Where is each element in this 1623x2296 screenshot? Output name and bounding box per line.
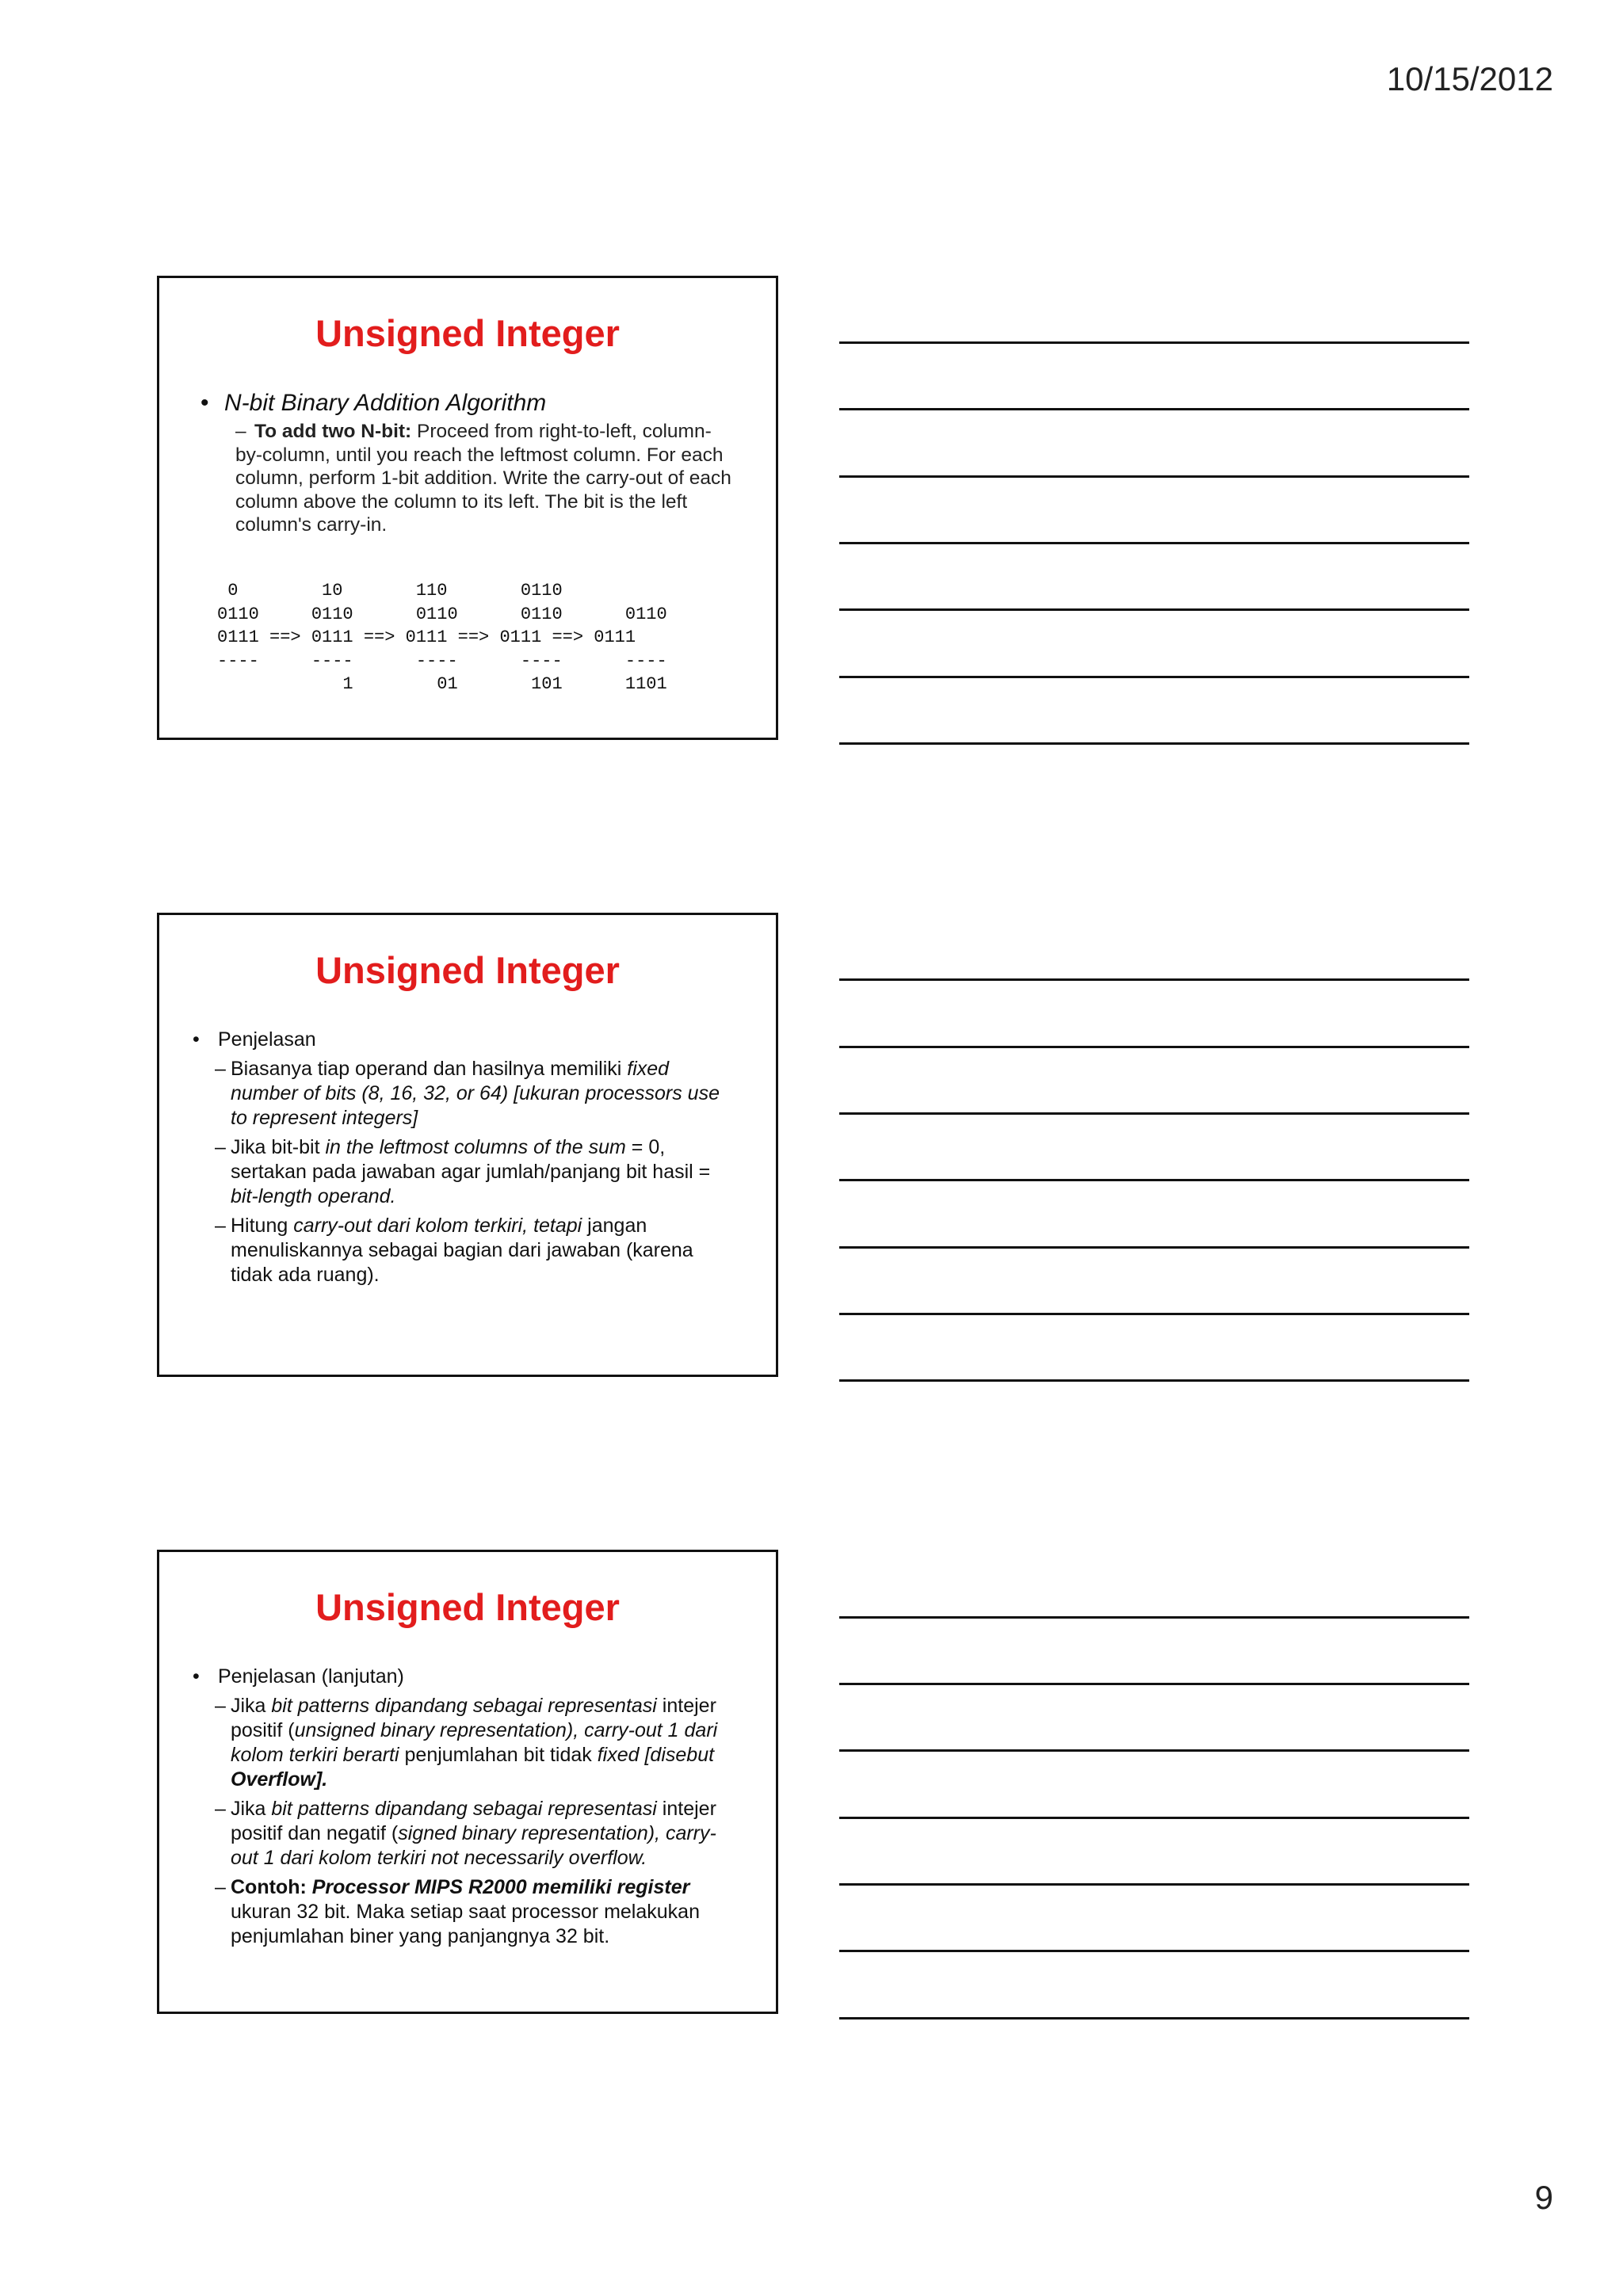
text-span: Contoh: (231, 1876, 312, 1898)
dash-icon: – (215, 1215, 226, 1237)
note-line (839, 676, 1469, 678)
text-span: Processor MIPS R2000 memiliki register (311, 1876, 690, 1898)
sub-text: Proceed from right-to-left, column-by-column, until you reach the leftmost column. For each column, perform 1-bit addition. Write the carry-out of each column above the column to its left. The bit is the left column's carry-in. (235, 421, 731, 536)
dash-icon: – (215, 1798, 226, 1820)
slide-3 (157, 1550, 778, 2014)
note-line (839, 742, 1469, 745)
bullet-text: Penjelasan (218, 1028, 316, 1051)
bullet-dot-icon: • (200, 390, 209, 416)
dash-icon: – (235, 421, 246, 442)
bullet-item (193, 1665, 738, 1689)
dash-item-3 (193, 1214, 738, 1287)
note-line (839, 1179, 1469, 1181)
note-line (839, 1616, 1469, 1619)
sub-item (235, 420, 735, 537)
note-line (839, 542, 1469, 544)
dash-item-2 (193, 1135, 738, 1209)
text-span: Jika bit-bit (231, 1136, 326, 1158)
text-span: bit patterns dipandang sebagai representasi (271, 1695, 657, 1717)
text-span: Hitung (231, 1215, 294, 1237)
text-span: bit patterns dipandang sebagai representasi (271, 1798, 657, 1820)
note-line (839, 1046, 1469, 1048)
note-line (839, 1112, 1469, 1115)
note-line (839, 2017, 1469, 2019)
slide-title: Unsigned Integer (315, 1586, 620, 1628)
note-line (839, 608, 1469, 611)
note-line (839, 1950, 1469, 1952)
bullet-text: Penjelasan (lanjutan) (218, 1665, 404, 1688)
text-span: jangan menuliskannya sebagai bagian dari jawaban (karena tidak ada ruang). (231, 1215, 693, 1286)
text-span: Overflow]. (231, 1768, 328, 1791)
note-line (839, 1883, 1469, 1886)
note-line (839, 978, 1469, 981)
text-span: = 0, sertakan pada jawaban agar jumlah/panjang bit hasil = (231, 1136, 711, 1183)
bullet-text: N-bit Binary Addition Algorithm (224, 390, 547, 416)
slide-title: Unsigned Integer (315, 949, 620, 991)
text-span: intejer positif dan negatif ( (231, 1798, 716, 1844)
text-span: Jika (231, 1695, 272, 1717)
text-span: fixed number of bits (8, 16, 32, or 64) [ukuran processors use to represent integers] (231, 1058, 720, 1129)
note-line (839, 1313, 1469, 1315)
dash-icon: – (215, 1876, 226, 1898)
bullet-dot-icon: • (193, 1028, 200, 1051)
note-line (839, 1683, 1469, 1685)
note-line (839, 341, 1469, 344)
binary-addition-example: 0 10 110 0110 0110 0110 0110 0110 0110 0111 ==> 0111 ==> 0111 ==> 0111 ==> 0111 ---- ---- ---- ---- ---- 1 01 101 1101 (217, 581, 667, 694)
slide-1 (157, 276, 778, 740)
text-span: fixed [disebut (597, 1744, 715, 1766)
dash-item-2 (193, 1797, 738, 1871)
slide-2 (157, 913, 778, 1377)
note-line (839, 1749, 1469, 1752)
dash-icon: – (215, 1136, 226, 1158)
dash-icon: – (215, 1695, 226, 1717)
dash-icon: – (215, 1058, 226, 1080)
dash-item-1 (193, 1694, 738, 1792)
text-span: Biasanya tiap operand dan hasilnya memiliki (231, 1058, 628, 1080)
note-line (839, 408, 1469, 410)
dash-item-1 (193, 1057, 738, 1131)
bullet-dot-icon: • (193, 1665, 200, 1688)
text-span: penjumlahan bit tidak (399, 1744, 598, 1766)
page-number: 9 (1534, 2179, 1553, 2216)
text-span: signed binary representation), carry-out 1 dari kolom terkiri not necessarily overflow. (231, 1822, 716, 1869)
text-span: unsigned binary representation), carry-out 1 dari kolom terkiri berarti (231, 1719, 718, 1766)
note-line (839, 475, 1469, 478)
note-line (839, 1817, 1469, 1819)
sub-bold-label: To add two N-bit: (254, 421, 412, 442)
text-span: intejer positif ( (231, 1695, 716, 1741)
text-span: ukuran 32 bit. Maka setiap saat processor melakukan penjumlahan biner yang panjangnya 32 bit. (231, 1901, 700, 1947)
text-span: Jika (231, 1798, 272, 1820)
text-span: bit-length operand. (231, 1185, 396, 1207)
note-line (839, 1246, 1469, 1249)
bullet-item (200, 391, 744, 415)
note-line (839, 1379, 1469, 1382)
page-date: 10/15/2012 (1386, 60, 1553, 97)
bullet-item (193, 1028, 738, 1052)
text-span: in the leftmost columns of the sum (325, 1136, 626, 1158)
dash-item-3 (193, 1875, 738, 1949)
slide-title: Unsigned Integer (315, 312, 620, 354)
text-span: carry-out dari kolom terkiri, tetapi (293, 1215, 582, 1237)
